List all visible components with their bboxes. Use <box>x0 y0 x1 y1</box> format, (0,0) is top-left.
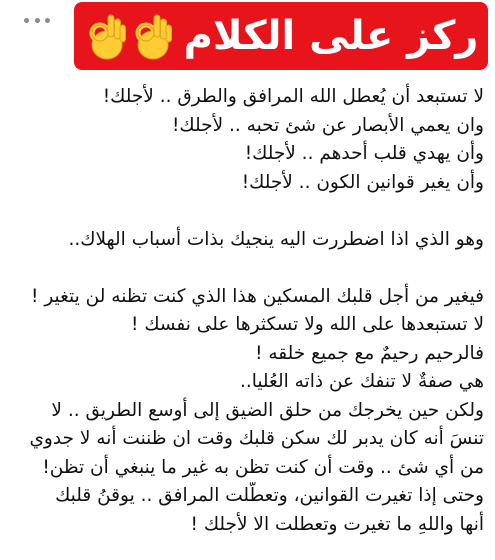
paragraph-spacer <box>10 254 484 283</box>
more-dot <box>35 18 40 23</box>
text-line: لا تستبعد أن يُعطل الله المرافق والطرق .. لأجلك! <box>102 86 484 107</box>
ok-hand-icon <box>132 11 174 61</box>
text-line: فالرحيم رحيمٌ مع جميع خلقه ! <box>255 342 484 364</box>
text-line: وان يعمي الأبصار عن شئ تحبه .. لأجلك! <box>172 114 484 136</box>
ok-hand-icon <box>86 11 128 61</box>
paragraph <box>10 283 484 540</box>
paragraph-spacer <box>10 197 484 226</box>
text-line: من أي شئ .. وقت أن كنت تظن به غير ما ينبغي أن تظن! <box>42 456 484 478</box>
text-line: وهو الذي اذا اضطررت اليه ينجيك بذات أسباب الهلاك.. <box>68 228 484 250</box>
post-banner <box>74 2 488 70</box>
banner-title: ركز على الكلام <box>183 13 479 59</box>
text-line: لا تستبعدها على الله ولا تسكثرها على نفسك ! <box>131 314 484 335</box>
text-line: وحتى إذا تغيرت القوانين، وتعطّلت المرافق .. يوقنُ قلبك <box>55 485 484 506</box>
text-line: وأن يغير قوانين الكون .. لأجلك! <box>241 171 484 193</box>
post-body <box>10 83 484 539</box>
text-line: تنسَ أنه كان يدبر لك سكن قلبك وقت ان ظننت أنه لا جدوي <box>29 428 484 449</box>
more-dot <box>24 18 29 23</box>
paragraph <box>10 226 484 255</box>
text-line: هي صفةٌ لا تنفك عن ذاته العُليا.. <box>239 371 484 392</box>
text-line: أنها واللهِ ما تغيرت وتعطلت الا لأجلك ! <box>190 513 484 535</box>
text-line: وأن يهدي قلب أحدهم .. لأجلك! <box>244 143 484 164</box>
more-options-icon[interactable] <box>24 12 50 28</box>
more-dot <box>45 18 50 23</box>
paragraph <box>10 83 484 197</box>
text-line: فيغير من أجل قلبك المسكين هذا الذي كنت تظنه لن يتغير ! <box>31 285 484 307</box>
text-line: ولكن حين يخرجك من حلق الضيق إلى أوسع الطريق .. لا <box>51 399 484 421</box>
